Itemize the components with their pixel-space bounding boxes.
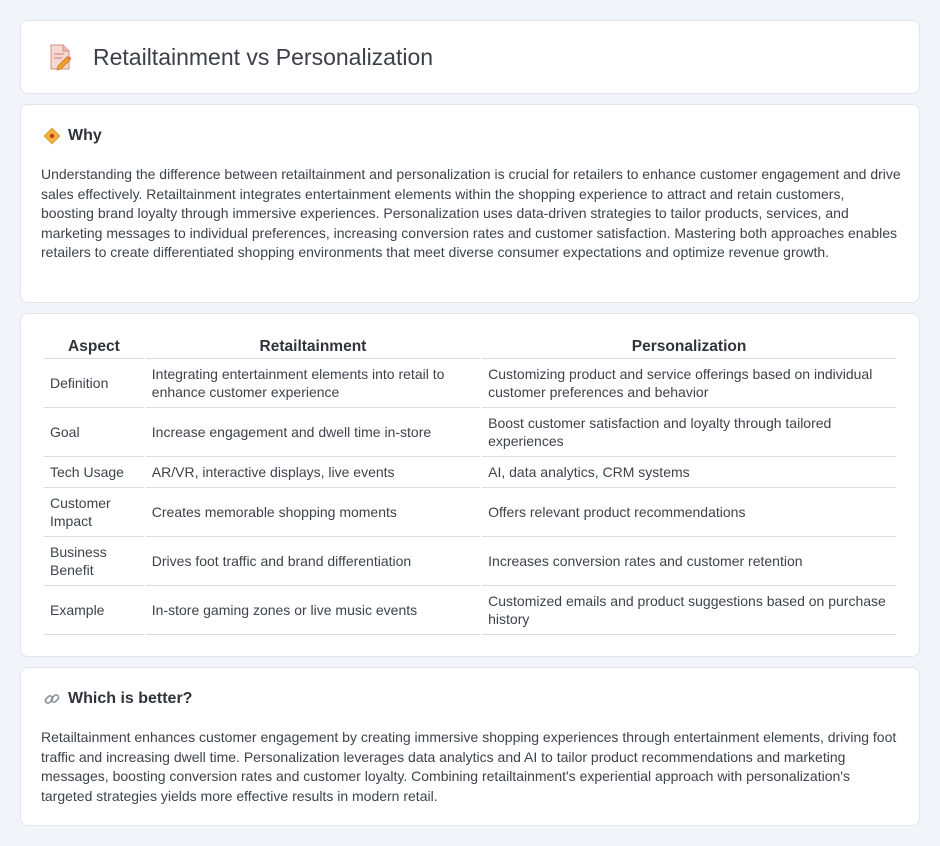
table-row [44, 488, 896, 537]
cell-aspect: Example [44, 586, 144, 635]
title-card [20, 20, 920, 94]
table-row [44, 457, 896, 488]
table-row [44, 586, 896, 635]
cell-aspect: Customer Impact [44, 488, 144, 537]
table-row [44, 359, 896, 408]
cell-personalization: Offers relevant product recommendations [482, 488, 896, 537]
better-text: Retailtainment enhances customer engagement by creating immersive shopping experiences through entertainment elements, driving foot traffic and increasing dwell time. Personalization leverages data analytics and AI to tailor product recommendations and marketing messages, boosting conversion rates and customer loyalty. Combining retailtainment's experiential approach with personalization's targeted strategies yields more effective results in modern retail. [41, 729, 897, 804]
cell-aspect: Definition [44, 359, 144, 408]
cell-personalization: Customizing product and service offerings based on individual customer preferences and behavior [482, 359, 896, 408]
better-heading [43, 690, 192, 708]
cell-retailtainment: Drives foot traffic and brand differentiation [146, 537, 480, 586]
why-section [20, 104, 920, 303]
table-header-row [44, 334, 896, 359]
better-title: Which is better? [68, 690, 193, 707]
document-pencil-icon [45, 39, 75, 75]
which-is-better-section [20, 667, 920, 826]
cell-retailtainment: Increase engagement and dwell time in-store [146, 408, 480, 457]
cell-aspect: Tech Usage [44, 457, 144, 488]
cell-retailtainment: AR/VR, interactive displays, live events [146, 457, 480, 488]
title-row [45, 39, 433, 75]
cell-retailtainment: In-store gaming zones or live music events [146, 586, 480, 635]
why-title: Why [68, 127, 102, 144]
cell-personalization: Boost customer satisfaction and loyalty through tailored experiences [482, 408, 896, 457]
cell-aspect: Goal [44, 408, 144, 457]
comparison-table [42, 334, 898, 635]
cell-personalization: Customized emails and product suggestions based on purchase history [482, 586, 896, 635]
header-personalization: Personalization [482, 334, 896, 359]
cell-aspect: Business Benefit [44, 537, 144, 586]
comparison-table-card [20, 313, 920, 657]
link-icon [43, 690, 61, 708]
table-row [44, 537, 896, 586]
why-text: Understanding the difference between retailtainment and personalization is crucial for retailers to enhance customer engagement and drive sales effectively. Retailtainment integrates entertainment elements within the shopping experience to attract and retain customers, boosting brand loyalty through immersive experiences. Personalization uses data-driven strategies to tailor products, services, and marketing messages to individual preferences, increasing conversion rates and customer satisfaction. Mastering both approaches enables retailers to create differentiated shopping environments that meet diverse consumer expectations and optimize revenue growth. [41, 166, 901, 260]
cell-personalization: Increases conversion rates and customer retention [482, 537, 896, 586]
why-heading [43, 127, 102, 145]
header-retailtainment: Retailtainment [146, 334, 480, 359]
cell-retailtainment: Integrating entertainment elements into retail to enhance customer experience [146, 359, 480, 408]
header-aspect: Aspect [44, 334, 144, 359]
diamond-sign-icon [43, 127, 61, 145]
cell-personalization: AI, data analytics, CRM systems [482, 457, 896, 488]
table-row [44, 408, 896, 457]
cell-retailtainment: Creates memorable shopping moments [146, 488, 480, 537]
page-title: Retailtainment vs Personalization [93, 43, 434, 70]
